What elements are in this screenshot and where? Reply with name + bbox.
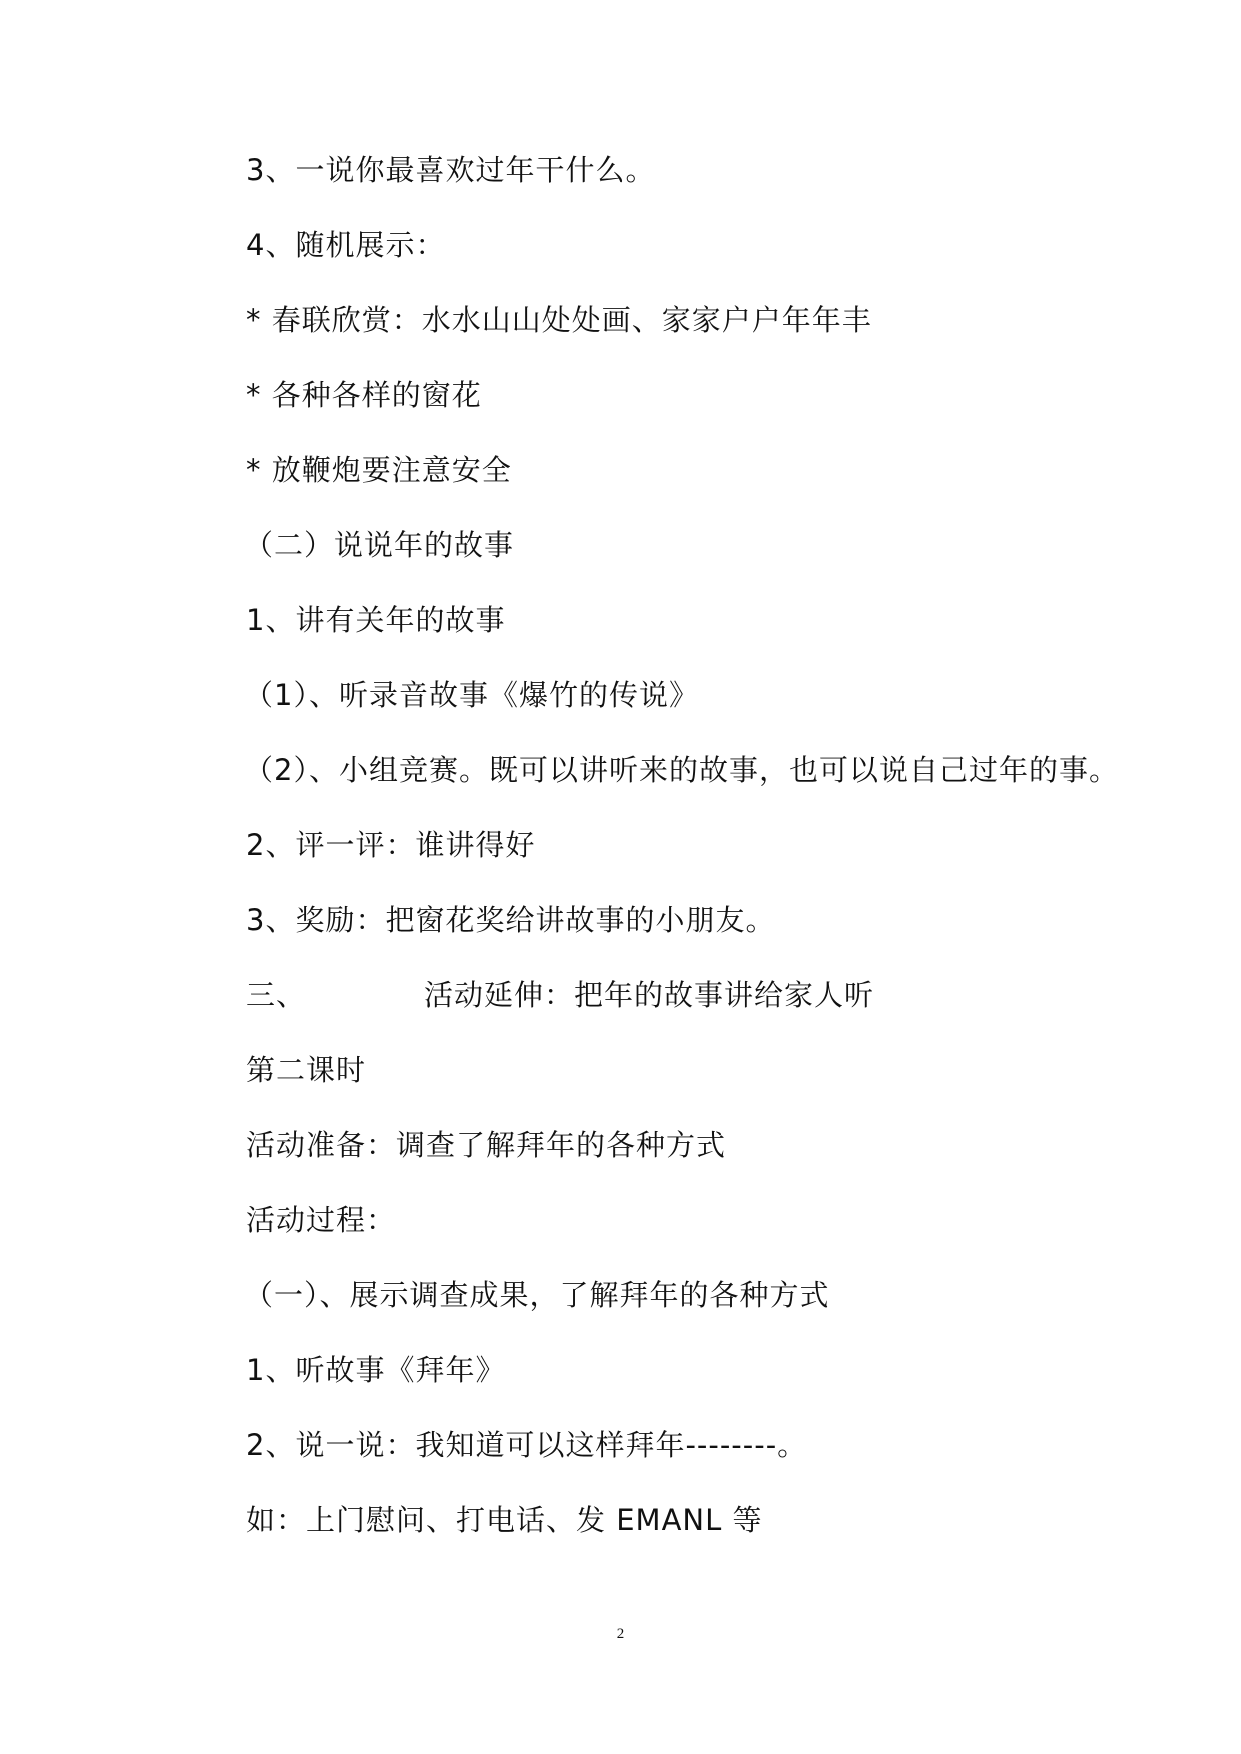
text-line: （1）、听录音故事《爆竹的传说》	[244, 678, 699, 712]
list-item: * 各种各样的窗花	[246, 378, 482, 412]
section-heading: （二）说说年的故事	[244, 528, 515, 562]
section-number: 三、	[246, 978, 307, 1012]
section-text: 活动延伸：把年的故事讲给家人听	[424, 978, 875, 1012]
text-line: 活动准备：调查了解拜年的各种方式	[246, 1128, 727, 1162]
list-item: * 放鞭炮要注意安全	[246, 453, 512, 487]
text-line: 活动过程：	[246, 1203, 397, 1237]
text-line: 1、听故事《拜年》	[246, 1353, 506, 1387]
text-line: 2、评一评：谁讲得好	[246, 828, 536, 862]
text-line: 如：上门慰问、打电话、发 EMANL 等	[246, 1503, 763, 1537]
text-line: 4、随机展示：	[246, 228, 446, 262]
list-item: * 春联欣赏：水水山山处处画、家家户户年年丰	[246, 303, 872, 337]
page-number: 2	[616, 1626, 625, 1642]
section-heading-three	[246, 977, 874, 1013]
section-heading: （一）、展示调查成果，了解拜年的各种方式	[244, 1278, 830, 1312]
lesson-heading: 第二课时	[246, 1053, 367, 1087]
text-line: 3、奖励：把窗花奖给讲故事的小朋友。	[246, 903, 776, 937]
text-line: 3、一说你最喜欢过年干什么。	[246, 153, 656, 187]
text-line: （2）、小组竞赛。既可以讲听来的故事，也可以说自己过年的事。	[244, 753, 1119, 787]
text-line: 2、说一说：我知道可以这样拜年--------。	[246, 1428, 808, 1462]
text-line: 1、讲有关年的故事	[246, 603, 506, 637]
